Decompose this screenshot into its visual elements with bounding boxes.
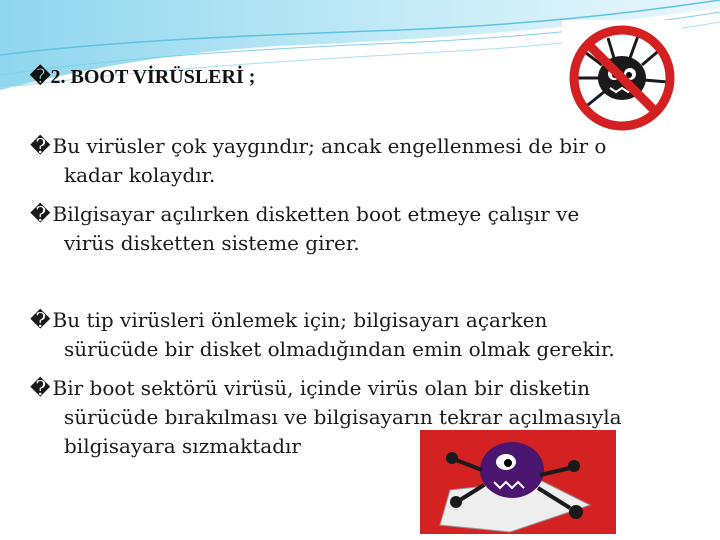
paragraph-4-line-3: bilgisayara sızmaktadır bbox=[64, 434, 301, 458]
bullet-icon: � bbox=[30, 376, 51, 400]
bullet-icon: � bbox=[30, 134, 51, 158]
virus-cartoon-icon bbox=[420, 430, 616, 534]
no-bug-icon bbox=[562, 20, 682, 135]
paragraph-4-line-2: sürücüde bırakılması ve bilgisayarın tekrar açılmasıyla bbox=[64, 405, 622, 429]
paragraph-1 bbox=[30, 132, 680, 190]
paragraph-3-line-2: sürücüde bir disket olmadığından emin olmak gerekir. bbox=[64, 337, 615, 361]
paragraph-2 bbox=[30, 200, 680, 258]
paragraph-1-line-2: kadar kolaydır. bbox=[64, 163, 216, 187]
paragraph-4-line-1: Bir boot sektörü virüsü, içinde virüs olan bir disketin bbox=[52, 376, 590, 400]
paragraph-2-line-2: virüs disketten sisteme girer. bbox=[64, 231, 360, 255]
paragraph-3-line-1: Bu tip virüsleri önlemek için; bilgisayarı açarken bbox=[52, 308, 548, 332]
bullet-icon: � bbox=[30, 308, 51, 332]
page-title: �2. BOOT VİRÜSLERİ ; bbox=[30, 66, 256, 88]
bullet-icon: � bbox=[30, 202, 51, 226]
paragraph-1-line-1: Bu virüsler çok yaygındır; ancak engellenmesi de bir o bbox=[52, 134, 607, 158]
paragraph-2-line-1: Bilgisayar açılırken disketten boot etmeye çalışır ve bbox=[52, 202, 580, 226]
paragraph-3 bbox=[30, 306, 680, 364]
